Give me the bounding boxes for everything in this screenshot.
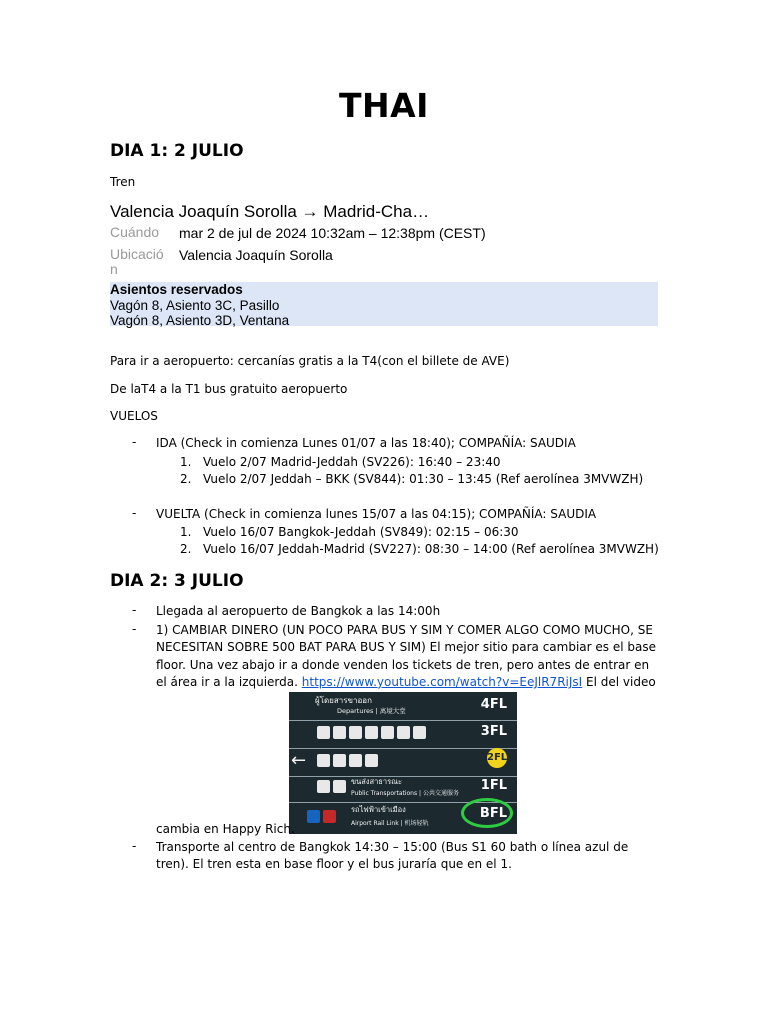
sign-floor: BFL [479, 806, 507, 821]
event-when-value: mar 2 de jul de 2024 10:32am – 12:38pm (CEST) [179, 225, 486, 241]
flight-number: 1. [180, 525, 192, 539]
airport-sign-photo [289, 692, 517, 834]
cambiar-dinero-item [156, 622, 656, 691]
vuelos-label: VUELOS [110, 409, 158, 423]
sign-label-thai: ผู้โดยสารขาออก [315, 696, 372, 705]
seats-heading: Asientos reservados [110, 282, 243, 297]
sign-floor: 2FL [487, 748, 507, 768]
after-link-text: El del video [586, 674, 656, 689]
event-where-value: Valencia Joaquín Sorolla [179, 247, 333, 263]
sign-label-en: Departures | 离境大堂 [337, 707, 406, 715]
document-title: THAI [339, 86, 429, 125]
day2-heading: DIA 2: 3 JULIO [110, 571, 244, 591]
event-when-label: Cuándo [110, 224, 160, 240]
flight-item: Vuelo 2/07 Jeddah – BKK (SV844): 01:30 – 13:45 (Ref aerolínea 3MVWZH) [203, 472, 644, 486]
list-dash: - [132, 435, 137, 449]
day1-heading: DIA 1: 2 JULIO [110, 141, 244, 161]
sign-label-en: Public Transportations | 公共交通服务 [351, 790, 459, 797]
sign-label-thai: ขนส่งสาธารณะ [351, 777, 403, 786]
event-where-label: Ubicación [110, 246, 164, 277]
sign-floor: 4FL [480, 697, 507, 712]
sign-floor: 1FL [480, 778, 507, 793]
seat-item: Vagón 8, Asiento 3D, Ventana [110, 313, 290, 328]
tren-label: Tren [110, 175, 136, 189]
transport-item: Transporte al centro de Bangkok 14:30 – 15:00 (Bus S1 60 bath o línea azul de tren). El tren esta en base floor y el bus juraría que en el 1. [156, 840, 629, 872]
flight-item: Vuelo 2/07 Madrid-Jeddah (SV226): 16:40 – 23:40 [203, 455, 501, 469]
sign-label-thai: รถไฟฟ้าเข้าเมือง [351, 805, 406, 814]
ida-item: IDA (Check in comienza Lunes 01/07 a las 18:40); COMPAÑÍA: SAUDIA [156, 436, 576, 450]
flight-item: Vuelo 16/07 Bangkok-Jeddah (SV849): 02:15 – 06:30 [203, 525, 519, 539]
flight-item: Vuelo 16/07 Jeddah-Madrid (SV227): 08:30 – 14:00 (Ref aerolínea 3MVWZH) [203, 542, 659, 556]
flight-number: 1. [180, 455, 192, 469]
flight-number: 2. [180, 542, 192, 556]
flight-number: 2. [180, 472, 192, 486]
vuelta-item: VUELTA (Check in comienza lunes 15/07 a las 04:15); COMPAÑÍA: SAUDIA [156, 507, 597, 521]
list-dash: - [132, 506, 137, 520]
seat-item: Vagón 8, Asiento 3C, Pasillo [110, 297, 280, 313]
sign-floor: 3FL [480, 724, 507, 739]
list-dash: - [132, 622, 137, 636]
airport-note: Para ir a aeropuerto: cercanías gratis a la T4(con el billete de AVE) [110, 354, 510, 368]
list-dash: - [132, 603, 137, 617]
list-dash: - [132, 839, 137, 853]
reserved-seats-box [110, 282, 658, 326]
event-title: Valencia Joaquín Sorolla → Madrid-Cha… [110, 202, 430, 221]
youtube-link[interactable]: https://www.youtube.com/watch?v=EeJlR7RiJsI [301, 674, 583, 689]
left-arrow-icon: ← [291, 750, 307, 771]
t4-t1-note: De laT4 a la T1 bus gratuito aeropuerto [110, 382, 348, 396]
sign-label-en: Airport Rail Link | 机场轻轨 [351, 820, 429, 827]
arrival-item: Llegada al aeropuerto de Bangkok a las 14:00h [156, 604, 441, 618]
cambiar-dinero-text: 1) CAMBIAR DINERO (UN POCO PARA BUS Y SIM Y COMER ALGO COMO MUCHO, SE NECESITAN SOBRE 500 BAT PARA BUS Y SIM) El mejor sitio para cambiar es el base floor. Una vez abajo ir a donde venden los tickets de tren, pero antes de entrar en el área ir a la izquierda. [156, 623, 656, 689]
happy-rich-text: cambia en Happy Rich. [156, 822, 295, 836]
